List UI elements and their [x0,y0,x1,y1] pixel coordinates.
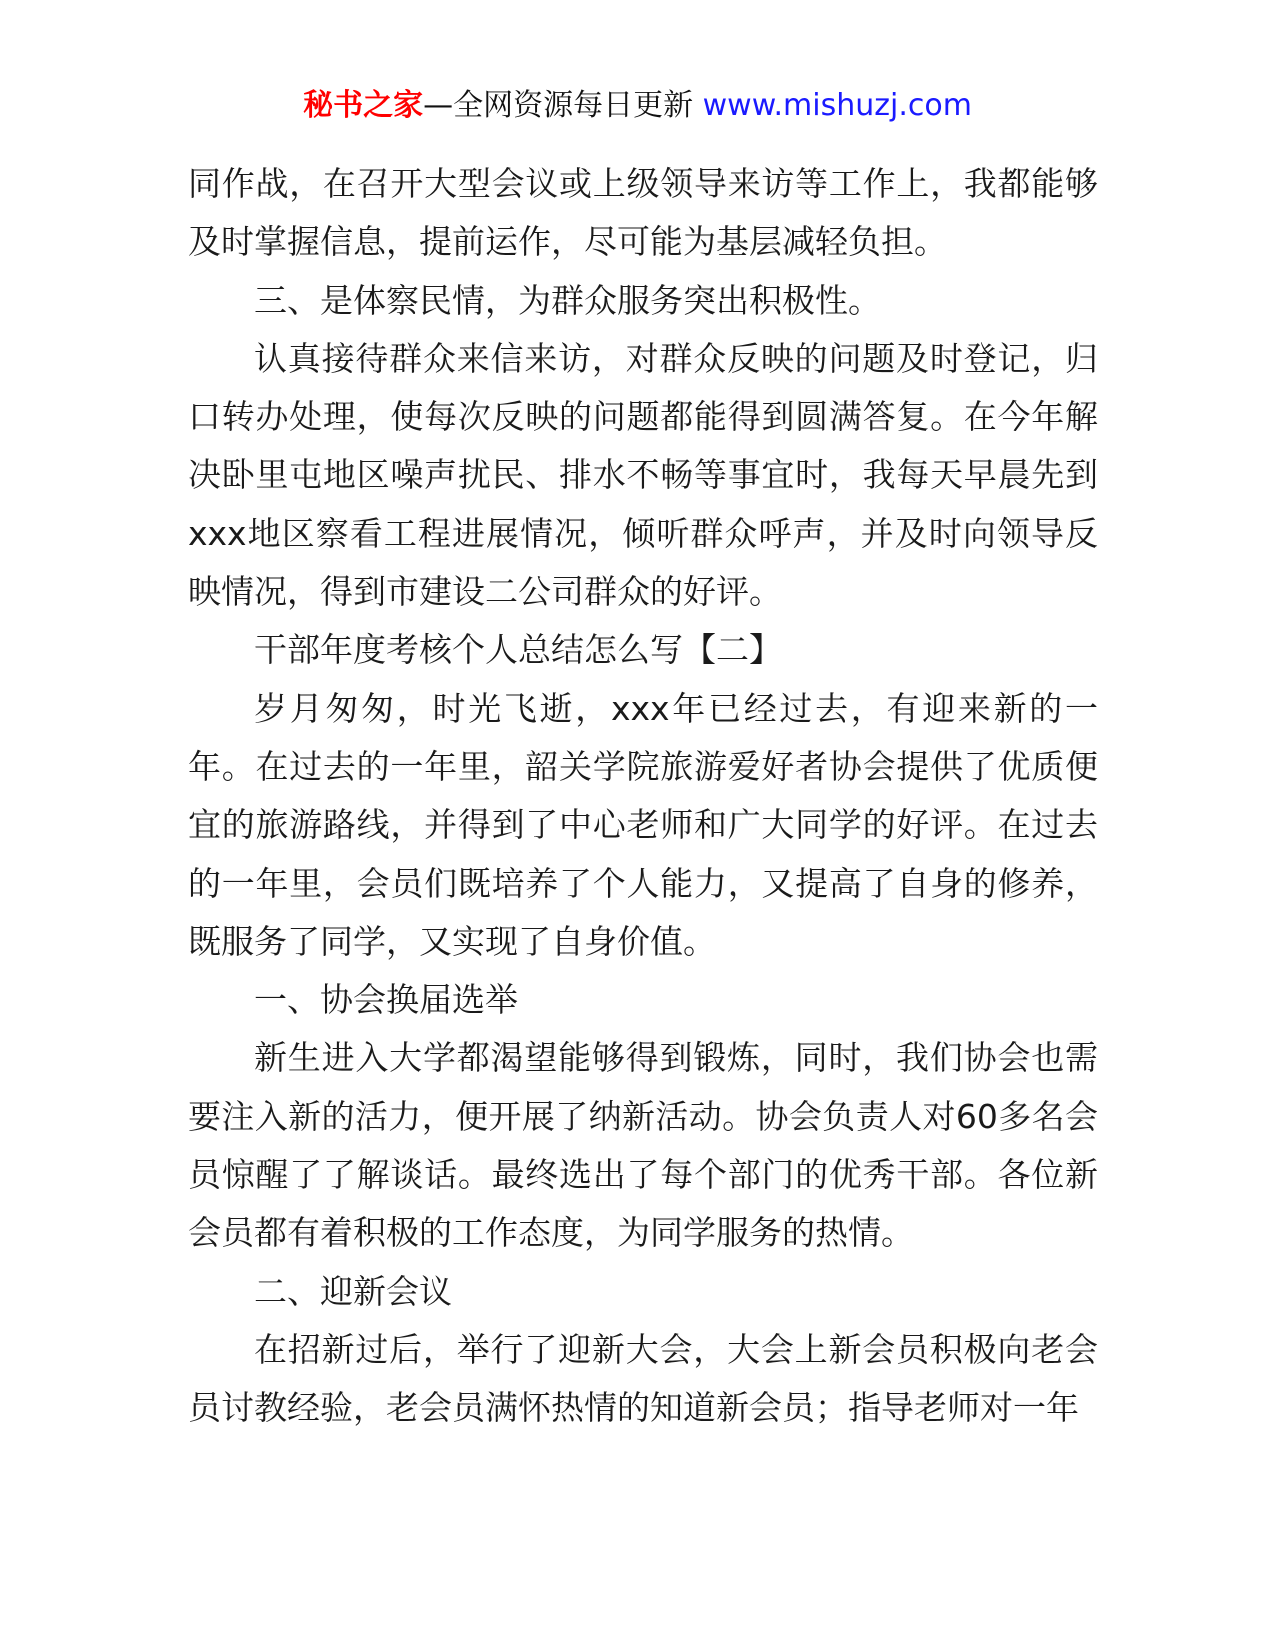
document-body [188,155,1098,1438]
brand-name: 秘书之家 [303,88,424,123]
section-heading: 三、是体察民情，为群众服务突出积极性。 [254,280,881,320]
paragraph: 在招新过后，举行了迎新大会，大会上新会员积极向老会员讨教经验，老会员满怀热情的知道新会员；指导老师对一年 [188,1329,1098,1428]
article-title: 干部年度考核个人总结怎么写【二】 [254,630,782,670]
header-tagline: —全网资源每日更新 [423,88,694,123]
paragraph: 认真接待群众来信来访，对群众反映的问题及时登记，归口转办处理，使每次反映的问题都能得到圆满答复。在今年解决卧里屯地区噪声扰民、排水不畅等事宜时，我每天早晨先到xxx地区察看工程进展情况，倾听群众呼声，并及时向领导反映情况，得到市建设二公司群众的好评。 [188,338,1098,612]
section-heading: 二、迎新会议 [254,1271,452,1311]
page-header [0,86,1275,126]
section-heading: 一、协会换届选举 [254,980,518,1020]
paragraph: 同作战，在召开大型会议或上级领导来访等工作上，我都能够及时掌握信息，提前运作，尽可能为基层减轻负担。 [188,164,1098,262]
paragraph: 岁月匆匆，时光飞逝，xxx年已经过去，有迎来新的一年。在过去的一年里，韶关学院旅游爱好者协会提供了优质便宜的旅游路线，并得到了中心老师和广大同学的好评。在过去的一年里，会员们既培养了个人能力，又提高了自身的修养，既服务了同学，又实现了自身价值。 [188,688,1098,961]
header-url-link[interactable]: www.mishuzj.com [702,88,972,123]
paragraph: 新生进入大学都渴望能够得到锻炼，同时，我们协会也需要注入新的活力，便开展了纳新活动。协会负责人对60多名会员惊醒了了解谈话。最终选出了每个部门的优秀干部。各位新会员都有着积极的工作态度，为同学服务的热情。 [188,1038,1098,1253]
